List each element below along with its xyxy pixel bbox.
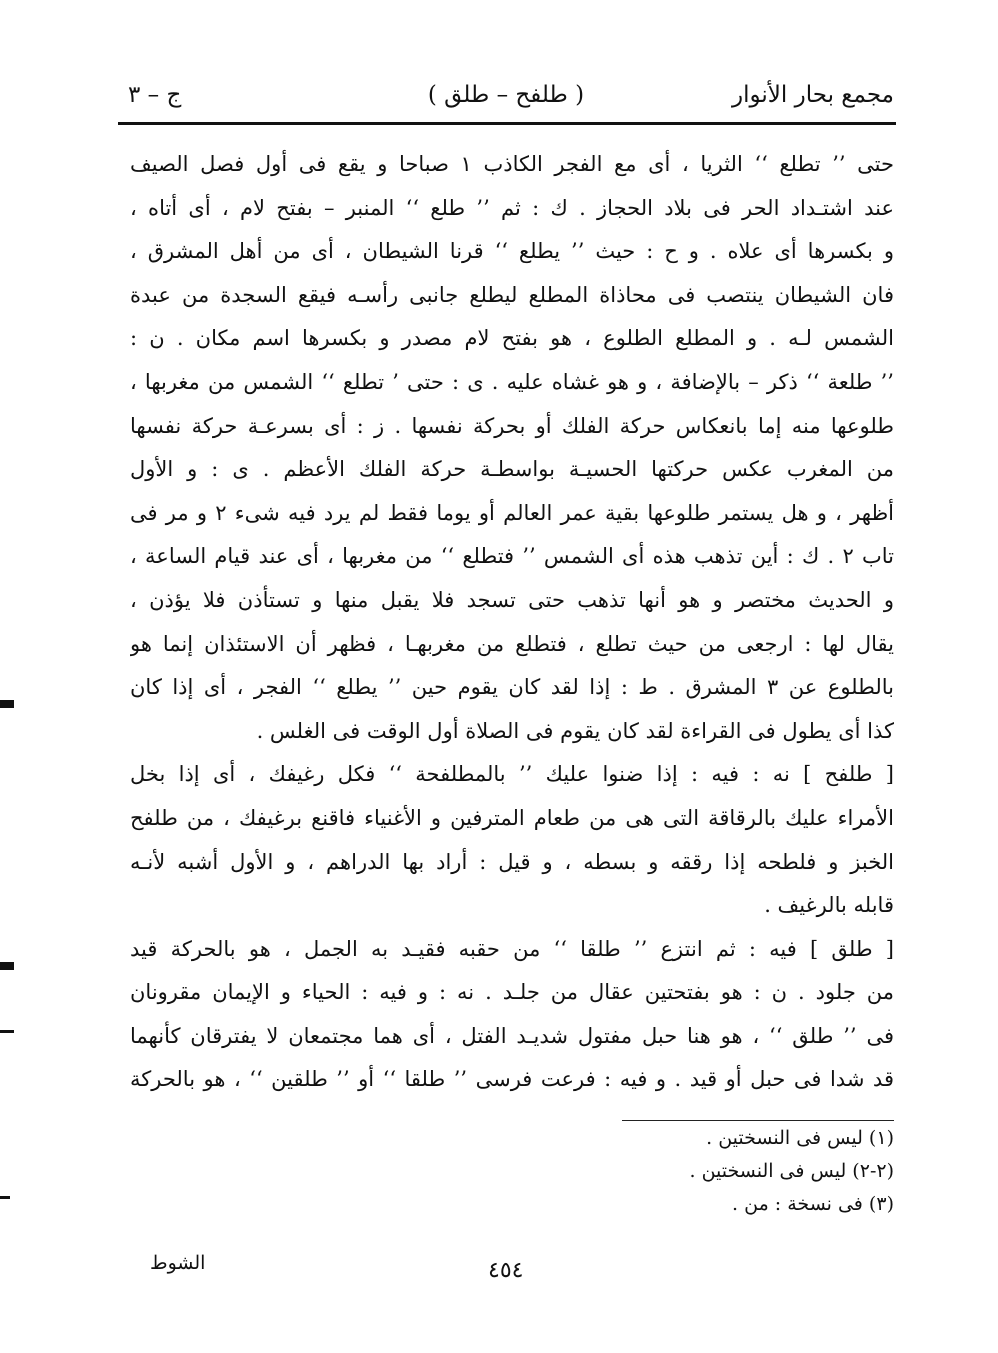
margin-mark	[0, 962, 14, 970]
text-line: كذا أى يطول فى القراءة لقد كان يقوم فى الصلاة أول الوقت فى الغلس .	[256, 718, 894, 743]
margin-mark	[0, 700, 14, 708]
text-line: فى ’’ طلق ‘‘ ، هو هنا حبل مفتول شديـد الفتل ، أى هما مجتمعان لا يفترقان كأنهما	[130, 1023, 894, 1048]
text-line: قد شدا فى حبل أو قيد . و فيه : فرعت فرسى ’’ طلقا ‘‘ أو ’’ طلقين ‘‘ ، هو بالحركة	[130, 1067, 894, 1092]
entry-range: ( طلفح – طلق )	[427, 82, 585, 108]
header-rule	[118, 122, 896, 125]
footnote: (٢-٢) ليس فى النسختين .	[689, 1160, 894, 1182]
text-line: يقال لها : ارجعى من حيث تطلع ، فتطلع من مغربهـا ، فظهر أن الاستئذان إنما هو	[130, 631, 894, 656]
catchword: الشوط	[150, 1252, 206, 1274]
text-line: و الحديث مختصر و هو أنها تذهب حتى تسجد فلا يقبل منها و تستأذن فلا يؤذن ،	[130, 587, 894, 612]
text-line: [ طلفح ] نه : فيه : إذا ضنوا عليك ’’ بالمطلفحة ‘‘ فكل رغيفك ، أى إذا بخل	[130, 762, 894, 787]
text-line: تاب ٢ . ك : أين تذهب هذه أى الشمس ’’ فتطلع ‘‘ من مغربها ، أى عند قيام الساعة ،	[130, 544, 894, 569]
text-line: [ طلق ] فيه : ثم انتزع ’’ طلقا ‘‘ من حقبه فقيـد به الجمل ، هو بالحركة قيد	[130, 936, 894, 961]
text-line: من المغرب عكس حركتها الحسيـة بواسطـة حركة الفلك الأعظم . ى : و الأول	[130, 457, 894, 482]
footnotes	[494, 1122, 894, 1221]
text-line: الخبز و فلطحه إذا رققه و بسطه ، و قيل : أراد بها الدراهم ، و الأول أشبه لأنـه	[130, 849, 894, 874]
footnote: (٣) فى نسخة : من .	[732, 1193, 894, 1215]
running-header	[118, 78, 894, 118]
text-line: ’’ طلعة ‘‘ ذكر – بالإضافة ، و هو غشاه عليه . ى : حتى ’ تطلع ‘‘ الشمس من مغربها ،	[130, 369, 894, 394]
text-line: بالطلوع عن ٣ المشرق . ط : إذا لقد كان يقوم حين ’’ يطلع ‘‘ الفجر ، أى إذا كان	[130, 675, 894, 700]
footnote: (١) ليس فى النسختين .	[706, 1127, 894, 1149]
text-line: من جلود . ن : هو بفتحتين عقال من جلـد . نه : و فيه : الحياء و الإيمان مقرونان	[130, 980, 894, 1005]
text-line: و بكسرها أى علاه . و ح : حيث ’’ يطلع ‘‘ قرنا الشيطان ، أى من أهل المشرق ،	[130, 239, 894, 264]
margin-mark	[0, 1196, 10, 1199]
text-line: قابله بالرغيف .	[764, 893, 894, 918]
book-title: مجمع بحار الأنوار	[732, 82, 894, 108]
margin-mark	[0, 1030, 14, 1033]
text-line: عند اشتـداد الحر فى بلاد الحجاز . ك : ثم ’’ طلع ‘‘ المنبر – بفتح لام ، أى أتاه ،	[130, 195, 894, 220]
footnote-rule	[622, 1120, 894, 1121]
main-text	[130, 143, 894, 1102]
volume-number: ج – ٣	[128, 82, 182, 108]
page-number: ٤٥٤	[488, 1258, 524, 1283]
text-line: الأمراء عليك بالرقاقة التى هى من طعام المترفين و الأغنياء فاقنع برغيفك ، من طلفح	[130, 805, 894, 830]
text-line: طلوعها منه إما بانعكاس حركة الفلك أو بحركة نفسها . ز : أى بسرعـة حركة نفسها	[130, 413, 894, 438]
text-line: فان الشيطان ينتصب فى محاذاة المطلع ليطلع جانبى رأسـه فيقع السجدة من عبدة	[130, 282, 894, 307]
text-line: حتى ’’ تطلع ‘‘ الثريا ، أى مع الفجر الكاذب ١ صباحا و يقع فى أول فصل الصيف	[130, 152, 894, 176]
text-line: أظهر ، و هل يستمر طلوعها بقية عمر العالم أو يوما فقط لم يرد فيه شىء ٢ و مر فى	[130, 500, 894, 525]
text-line: الشمس لـه . و المطلع الطلوع ، هو بفتح لام مصدر و بكسرها اسم مكان . ن :	[130, 326, 894, 351]
